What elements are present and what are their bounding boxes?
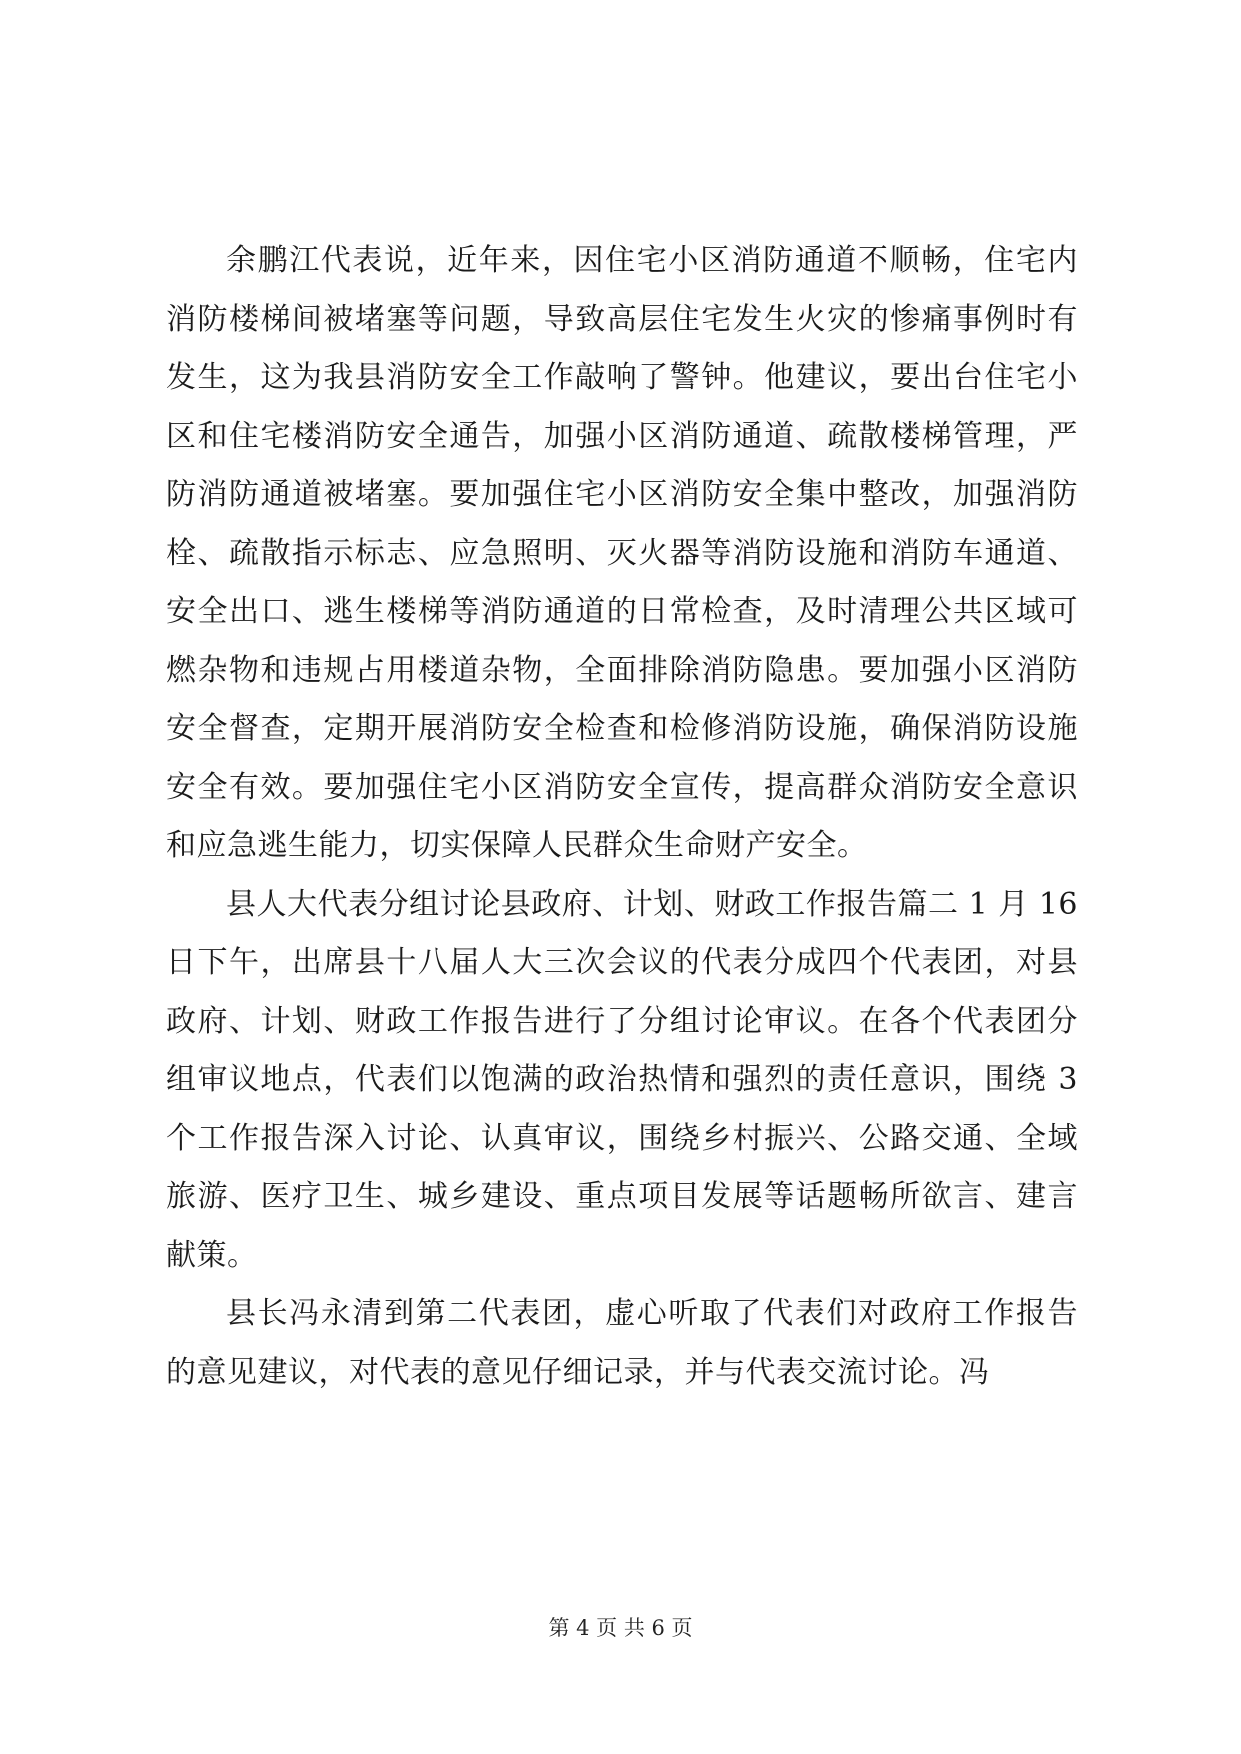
paragraph-1: 余鹏江代表说，近年来，因住宅小区消防通道不顺畅，住宅内消防楼梯间被堵塞等问题，导致高层住宅发生火灾的惨痛事例时有发生，这为我县消防安全工作敲响了警钟。他建议，要出台住宅小区和住宅楼消防安全通告，加强小区消防通道、疏散楼梯管理，严防消防通道被堵塞。要加强住宅小区消防安全集中整改，加强消防栓、疏散指示标志、应急照明、灭火器等消防设施和消防车通道、安全出口、逃生楼梯等消防通道的日常检查，及时清理公共区域可燃杂物和违规占用楼道杂物，全面排除消防隐患。要加强小区消防安全督查，定期开展消防安全检查和检修消防设施，确保消防设施安全有效。要加强住宅小区消防安全宣传，提高群众消防安全意识和应急逃生能力，切实保障人民群众生命财产安全。: [166, 243, 1078, 863]
body-text: [166, 232, 1078, 1402]
paragraph-2: 县人大代表分组讨论县政府、计划、财政工作报告篇二 1 月 16 日下午，出席县十八届人大三次会议的代表分成四个代表团，对县政府、计划、财政工作报告进行了分组讨论审议。在各个代表团分组审议地点，代表们以饱满的政治热情和强烈的责任意识，围绕 3 个工作报告深入讨论、认真审议，围绕乡村振兴、公路交通、全域旅游、医疗卫生、城乡建设、重点项目发展等话题畅所欲言、建言献策。: [166, 886, 1078, 1273]
paragraph-3: 县长冯永清到第二代表团，虚心听取了代表们对政府工作报告的意见建议，对代表的意见仔细记录，并与代表交流讨论。冯: [166, 1296, 1078, 1390]
page-number-footer: 第 4 页 共 6 页: [548, 1616, 693, 1640]
